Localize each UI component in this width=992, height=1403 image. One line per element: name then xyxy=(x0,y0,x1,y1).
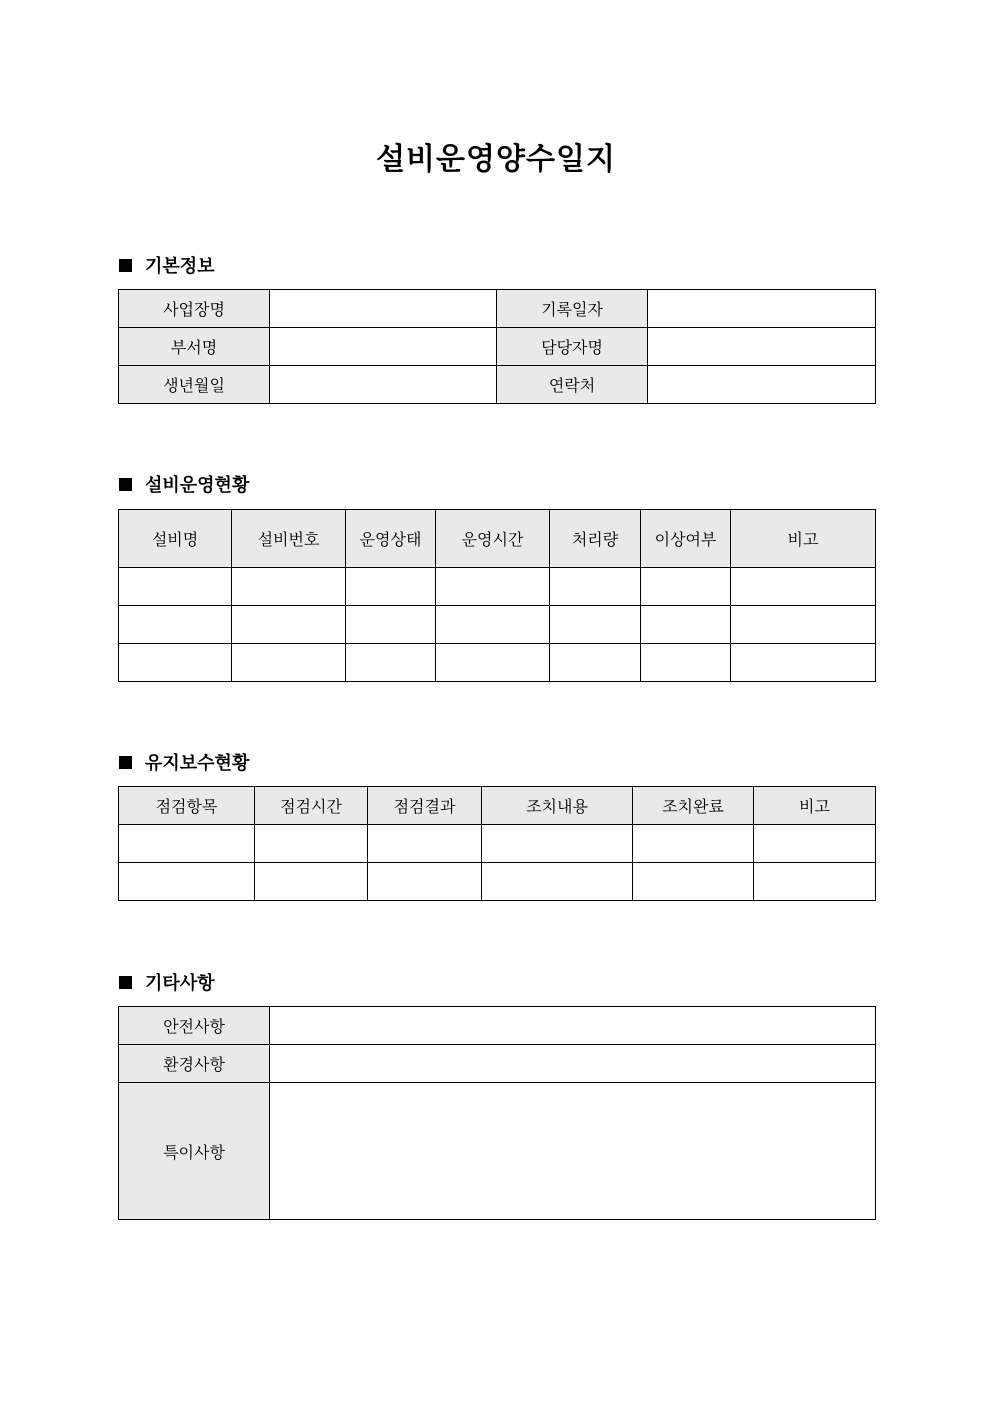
table-cell[interactable] xyxy=(232,644,346,682)
basic-info-table xyxy=(118,289,876,404)
section-heading-text: 유지보수현황 xyxy=(145,753,250,774)
other-matters-table xyxy=(118,1006,876,1220)
column-header: 처리량 xyxy=(550,510,641,568)
section-maintenance-heading xyxy=(119,750,249,774)
table-cell[interactable] xyxy=(255,863,368,901)
record-date-field[interactable] xyxy=(648,290,876,328)
table-cell[interactable] xyxy=(754,863,876,901)
table-cell[interactable] xyxy=(550,644,641,682)
department-field[interactable] xyxy=(270,328,497,366)
section-heading-text: 기본정보 xyxy=(145,256,215,277)
column-header: 점검항목 xyxy=(119,787,255,825)
business-name-field[interactable] xyxy=(270,290,497,328)
table-cell[interactable] xyxy=(255,825,368,863)
table-row xyxy=(119,644,876,682)
table-cell[interactable] xyxy=(346,568,436,606)
table-cell[interactable] xyxy=(754,825,876,863)
table-cell[interactable] xyxy=(119,644,232,682)
contact-field[interactable] xyxy=(648,366,876,404)
table-cell[interactable] xyxy=(633,825,754,863)
column-header: 점검시간 xyxy=(255,787,368,825)
table-cell[interactable] xyxy=(119,568,232,606)
table-cell[interactable] xyxy=(436,568,550,606)
column-header: 운영시간 xyxy=(436,510,550,568)
document-title: 설비운영양수일지 xyxy=(376,142,616,177)
table-cell[interactable] xyxy=(436,606,550,644)
table-cell[interactable] xyxy=(550,568,641,606)
section-basic-info-heading xyxy=(119,253,215,277)
table-cell[interactable] xyxy=(641,568,731,606)
table-cell[interactable] xyxy=(346,644,436,682)
column-header: 설비번호 xyxy=(232,510,346,568)
table-row xyxy=(119,1007,876,1045)
table-cell[interactable] xyxy=(232,606,346,644)
table-row xyxy=(119,606,876,644)
contact-label: 연락처 xyxy=(497,366,648,404)
table-cell[interactable] xyxy=(482,825,633,863)
safety-matters-field[interactable] xyxy=(270,1007,876,1045)
table-row xyxy=(119,1083,876,1220)
operation-status-table xyxy=(118,509,876,682)
table-row xyxy=(119,863,876,901)
table-cell[interactable] xyxy=(119,863,255,901)
special-notes-label: 특이사항 xyxy=(119,1083,270,1220)
section-operation-heading xyxy=(119,472,249,496)
birth-date-label: 생년월일 xyxy=(119,366,270,404)
column-header: 운영상태 xyxy=(346,510,436,568)
section-heading-text: 기타사항 xyxy=(145,973,215,994)
table-cell[interactable] xyxy=(550,606,641,644)
manager-name-field[interactable] xyxy=(648,328,876,366)
table-cell[interactable] xyxy=(119,825,255,863)
record-date-label: 기록일자 xyxy=(497,290,648,328)
business-name-label: 사업장명 xyxy=(119,290,270,328)
maintenance-status-table xyxy=(118,786,876,901)
table-header-row xyxy=(119,510,876,568)
table-row xyxy=(119,366,876,404)
environment-matters-label: 환경사항 xyxy=(119,1045,270,1083)
table-cell[interactable] xyxy=(119,606,232,644)
table-cell[interactable] xyxy=(731,644,876,682)
square-bullet-icon xyxy=(119,478,132,491)
manager-name-label: 담당자명 xyxy=(497,328,648,366)
column-header: 이상여부 xyxy=(641,510,731,568)
table-row xyxy=(119,328,876,366)
table-cell[interactable] xyxy=(641,606,731,644)
table-cell[interactable] xyxy=(731,606,876,644)
section-heading-text: 설비운영현황 xyxy=(145,475,250,496)
column-header: 비고 xyxy=(731,510,876,568)
section-other-heading xyxy=(119,970,215,994)
column-header: 점검결과 xyxy=(368,787,482,825)
table-cell[interactable] xyxy=(633,863,754,901)
table-row xyxy=(119,1045,876,1083)
safety-matters-label: 안전사항 xyxy=(119,1007,270,1045)
department-label: 부서명 xyxy=(119,328,270,366)
table-cell[interactable] xyxy=(368,863,482,901)
table-row xyxy=(119,290,876,328)
column-header: 조치완료 xyxy=(633,787,754,825)
special-notes-field[interactable] xyxy=(270,1083,876,1220)
table-cell[interactable] xyxy=(436,644,550,682)
column-header: 조치내용 xyxy=(482,787,633,825)
table-cell[interactable] xyxy=(232,568,346,606)
square-bullet-icon xyxy=(119,259,132,272)
square-bullet-icon xyxy=(119,976,132,989)
table-row xyxy=(119,825,876,863)
birth-date-field[interactable] xyxy=(270,366,497,404)
column-header: 설비명 xyxy=(119,510,232,568)
table-header-row xyxy=(119,787,876,825)
square-bullet-icon xyxy=(119,756,132,769)
table-row xyxy=(119,568,876,606)
table-cell[interactable] xyxy=(368,825,482,863)
table-cell[interactable] xyxy=(346,606,436,644)
column-header: 비고 xyxy=(754,787,876,825)
table-cell[interactable] xyxy=(641,644,731,682)
table-cell[interactable] xyxy=(731,568,876,606)
table-cell[interactable] xyxy=(482,863,633,901)
environment-matters-field[interactable] xyxy=(270,1045,876,1083)
